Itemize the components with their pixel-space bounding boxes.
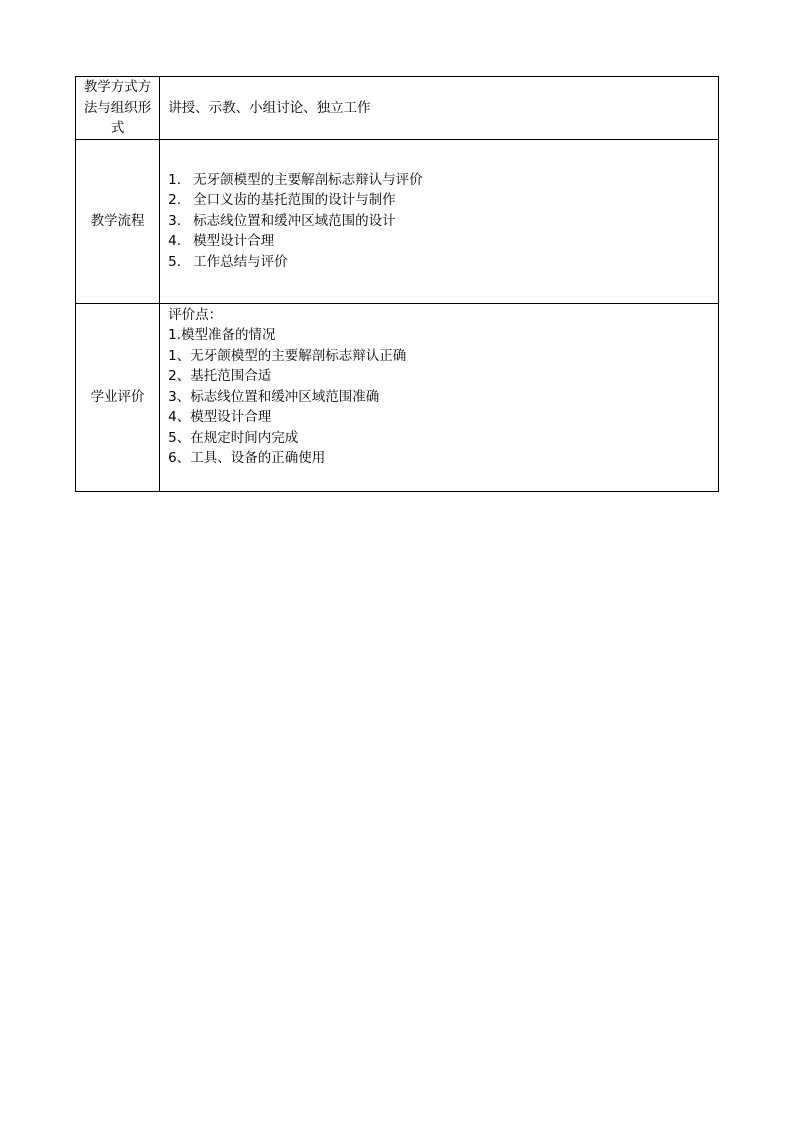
evaluation-line: 6、工具、设备的正确使用 — [168, 450, 326, 466]
list-item — [168, 190, 710, 211]
list-item — [168, 252, 710, 273]
evaluation-line: 1.模型准备的情况 — [168, 327, 276, 343]
row-label-academic-evaluation: 学业评价 — [76, 303, 160, 491]
list-item-text: 全口义齿的基托范围的设计与制作 — [193, 192, 396, 209]
table-row-teaching-methods — [76, 77, 719, 140]
evaluation-line: 4、模型设计合理 — [168, 409, 272, 425]
teaching-plan-table — [75, 76, 719, 492]
list-item-number: 5. — [168, 253, 182, 270]
row-label-teaching-methods: 教学方式方法与组织形式 — [76, 77, 160, 140]
table-row-academic-evaluation — [76, 303, 719, 491]
table-row-teaching-process — [76, 139, 719, 303]
academic-evaluation-content — [160, 303, 719, 491]
list-item-text: 无牙颌模型的主要解剖标志辩认与评价 — [193, 171, 423, 188]
list-item-number: 4. — [168, 233, 182, 250]
evaluation-line: 2、基托范围合适 — [168, 368, 272, 384]
list-item — [168, 231, 710, 252]
teaching-process-list — [168, 170, 710, 273]
list-item-number: 3. — [168, 212, 182, 229]
teaching-methods-content: 讲授、示教、小组讨论、独立工作 — [160, 77, 719, 140]
teaching-process-content — [160, 139, 719, 303]
evaluation-heading: 评价点： — [168, 306, 223, 323]
list-item-number: 2. — [168, 192, 182, 209]
row-label-teaching-process: 教学流程 — [76, 139, 160, 303]
list-item-text: 模型设计合理 — [193, 233, 275, 250]
evaluation-line: 5、在规定时间内完成 — [168, 429, 299, 446]
evaluation-line: 3、标志线位置和缓冲区域范围准确 — [168, 388, 380, 405]
list-item-number: 1. — [168, 171, 182, 188]
evaluation-line: 1、无牙颌模型的主要解剖标志辩认正确 — [168, 347, 407, 364]
list-item — [168, 170, 710, 191]
list-item — [168, 211, 710, 232]
list-item-text: 标志线位置和缓冲区域范围的设计 — [193, 212, 396, 229]
list-item-text: 工作总结与评价 — [193, 253, 288, 270]
